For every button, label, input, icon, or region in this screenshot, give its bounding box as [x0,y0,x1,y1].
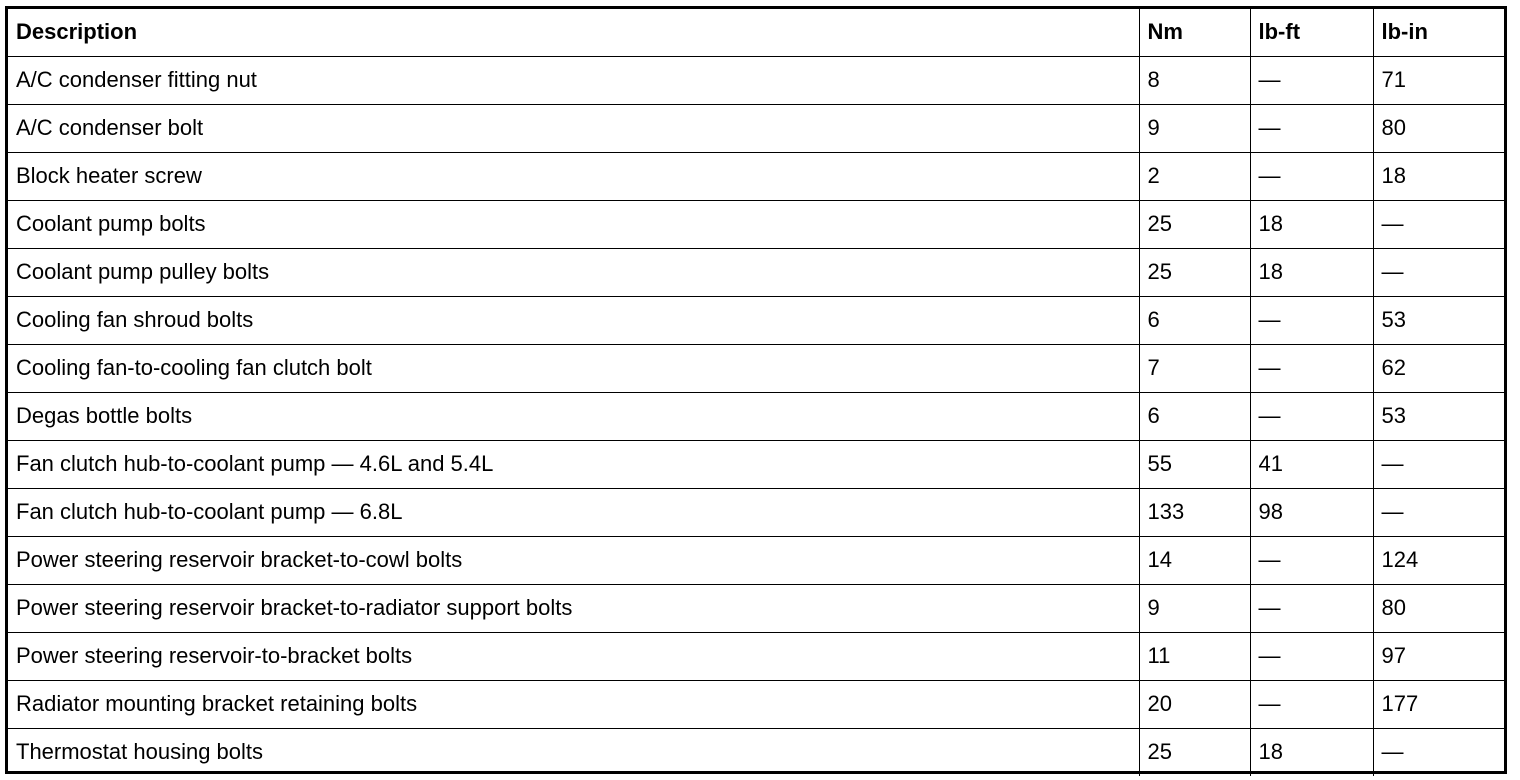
cell-description: Radiator mounting bracket retaining bolts [8,680,1139,728]
cell-nm: 6 [1139,296,1250,344]
table-row [8,152,1504,200]
cell-description: Fan clutch hub-to-coolant pump — 6.8L [8,488,1139,536]
cell-nm: 9 [1139,584,1250,632]
cell-nm: 25 [1139,728,1250,776]
cell-lb-ft: — [1250,152,1373,200]
table-row [8,584,1504,632]
cell-lb-in: — [1373,440,1504,488]
cell-lb-ft: — [1250,56,1373,104]
cell-lb-in: 124 [1373,536,1504,584]
cell-lb-in: 80 [1373,104,1504,152]
cell-lb-ft: 18 [1250,728,1373,776]
cell-lb-ft: — [1250,632,1373,680]
cell-nm: 9 [1139,104,1250,152]
table-row [8,440,1504,488]
cell-lb-in: 53 [1373,296,1504,344]
header-description: Description [8,9,1139,56]
table-row [8,536,1504,584]
cell-lb-in: — [1373,488,1504,536]
cell-lb-ft: — [1250,344,1373,392]
cell-description: Power steering reservoir-to-bracket bolts [8,632,1139,680]
cell-nm: 133 [1139,488,1250,536]
torque-specification-table [5,6,1507,774]
cell-lb-ft: 18 [1250,248,1373,296]
cell-nm: 25 [1139,200,1250,248]
cell-lb-ft: — [1250,584,1373,632]
cell-lb-ft: 98 [1250,488,1373,536]
cell-description: Power steering reservoir bracket-to-cowl bolts [8,536,1139,584]
cell-lb-ft: — [1250,680,1373,728]
cell-description: Cooling fan-to-cooling fan clutch bolt [8,344,1139,392]
table-row [8,104,1504,152]
table-row [8,296,1504,344]
cell-nm: 20 [1139,680,1250,728]
cell-lb-ft: 41 [1250,440,1373,488]
cell-lb-in: 53 [1373,392,1504,440]
table-row [8,200,1504,248]
table-row [8,344,1504,392]
cell-description: Coolant pump bolts [8,200,1139,248]
cell-nm: 14 [1139,536,1250,584]
cell-nm: 2 [1139,152,1250,200]
cell-nm: 25 [1139,248,1250,296]
cell-lb-ft: — [1250,296,1373,344]
cell-lb-ft: — [1250,104,1373,152]
header-lb-ft: lb-ft [1250,9,1373,56]
header-nm: Nm [1139,9,1250,56]
cell-lb-in: — [1373,200,1504,248]
cell-nm: 11 [1139,632,1250,680]
cell-lb-in: 62 [1373,344,1504,392]
cell-lb-in: — [1373,248,1504,296]
table-row [8,728,1504,776]
cell-lb-ft: 18 [1250,200,1373,248]
table-row [8,632,1504,680]
table-row [8,488,1504,536]
cell-description: A/C condenser fitting nut [8,56,1139,104]
cell-lb-in: — [1373,728,1504,776]
cell-description: Block heater screw [8,152,1139,200]
cell-description: Degas bottle bolts [8,392,1139,440]
torque-table [8,9,1504,776]
table-row [8,680,1504,728]
cell-description: Thermostat housing bolts [8,728,1139,776]
cell-description: A/C condenser bolt [8,104,1139,152]
cell-lb-ft: — [1250,536,1373,584]
table-row [8,392,1504,440]
table-header-row [8,9,1504,56]
cell-lb-ft: — [1250,392,1373,440]
cell-nm: 55 [1139,440,1250,488]
cell-lb-in: 71 [1373,56,1504,104]
cell-lb-in: 177 [1373,680,1504,728]
cell-description: Power steering reservoir bracket-to-radiator support bolts [8,584,1139,632]
cell-nm: 7 [1139,344,1250,392]
cell-nm: 8 [1139,56,1250,104]
cell-lb-in: 97 [1373,632,1504,680]
cell-description: Fan clutch hub-to-coolant pump — 4.6L and 5.4L [8,440,1139,488]
cell-lb-in: 18 [1373,152,1504,200]
table-row [8,56,1504,104]
cell-nm: 6 [1139,392,1250,440]
cell-lb-in: 80 [1373,584,1504,632]
header-lb-in: lb-in [1373,9,1504,56]
table-row [8,248,1504,296]
cell-description: Cooling fan shroud bolts [8,296,1139,344]
cell-description: Coolant pump pulley bolts [8,248,1139,296]
